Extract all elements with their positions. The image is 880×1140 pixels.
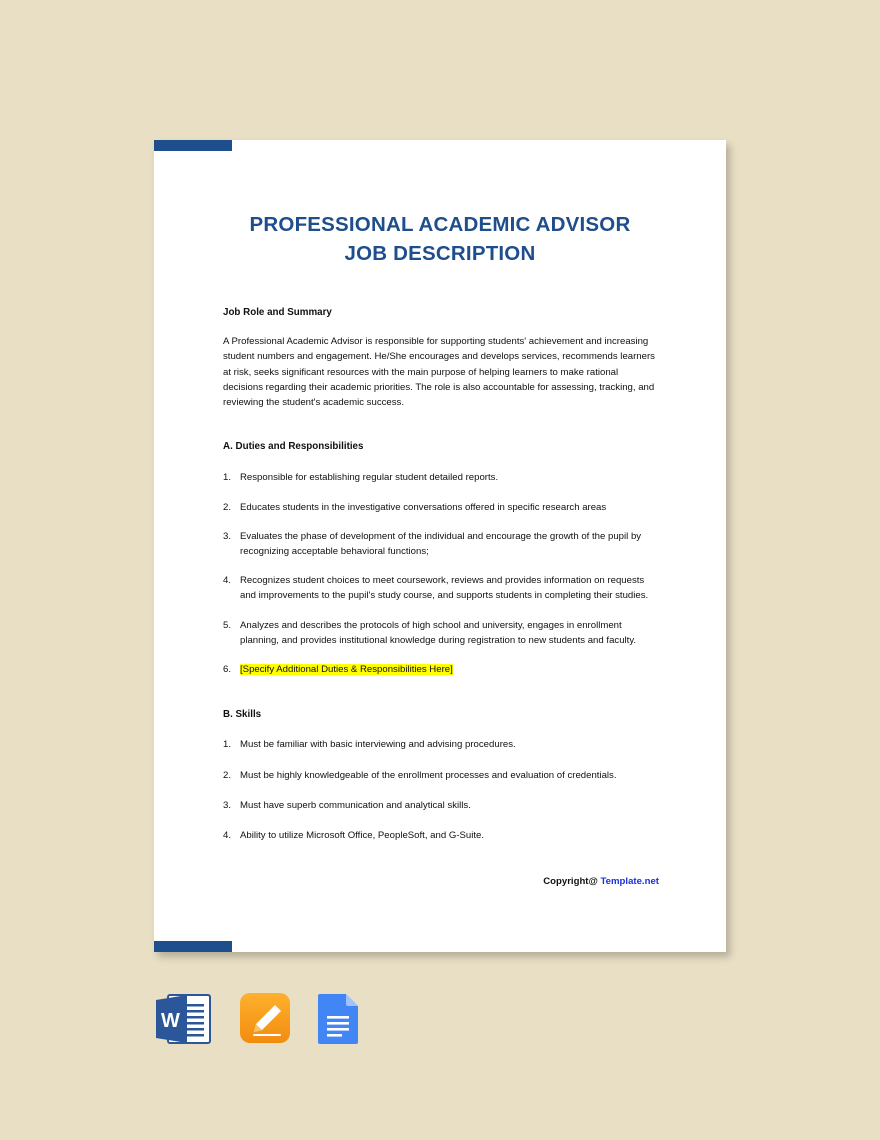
item-text: Evaluates the phase of development of the individual and encourage the growth of the pupil by recognizing acceptable behavioral functions; [240, 530, 642, 558]
item-number: 2. [223, 501, 232, 513]
item-number: 1. [223, 739, 232, 751]
item-number: 2. [223, 769, 232, 781]
document-body [223, 305, 659, 889]
item-number: 3. [223, 530, 232, 542]
list-item [223, 618, 659, 648]
template-net-link[interactable]: Template.net [600, 876, 659, 888]
word-icon[interactable] [154, 992, 212, 1046]
list-item [223, 470, 659, 485]
item-text: Analyzes and describes the protocols of high school and university, engages in enrollment planning, and provides institutional knowledge during registration to new students and faculty. [240, 619, 637, 646]
list-item [223, 500, 659, 515]
item-text: Responsible for establishing regular student detailed reports. [240, 472, 499, 484]
item-number: 3. [223, 799, 232, 811]
google-docs-icon[interactable] [316, 992, 360, 1046]
list-item [223, 529, 659, 559]
item-text: Must have superb communication and analytical skills. [240, 799, 471, 811]
skills-heading: B. Skills [223, 709, 262, 721]
word-icon-letter: W [161, 1010, 180, 1032]
duties-list [223, 470, 659, 677]
list-item [223, 798, 659, 813]
item-number: 4. [223, 830, 232, 842]
item-number: 1. [223, 472, 232, 484]
item-number: 4. [223, 575, 232, 587]
bottom-accent-bar [154, 941, 232, 952]
pages-icon[interactable] [239, 992, 291, 1046]
copyright-line [223, 874, 659, 889]
list-item [223, 768, 659, 783]
item-text: Must be familiar with basic interviewing and advising procedures. [240, 739, 516, 751]
list-item [223, 573, 659, 603]
item-text: Recognizes student choices to meet coursework, reviews and provides information on requests and improvements to the pupil's study course, and supports students in completing their studies. [240, 575, 649, 602]
list-item [223, 828, 659, 843]
summary-heading: Job Role and Summary [223, 307, 332, 318]
list-item-placeholder [223, 662, 659, 677]
duties-heading: A. Duties and Responsibilities [223, 441, 364, 453]
title-line-2: JOB DESCRIPTION [344, 242, 536, 265]
item-text: Ability to utilize Microsoft Office, PeopleSoft, and G-Suite. [240, 830, 485, 842]
top-accent-bar [154, 140, 232, 151]
highlighted-placeholder-text: [Specify Additional Duties & Responsibilities Here] [240, 664, 453, 676]
document-page [154, 140, 726, 952]
item-number: 5. [223, 619, 232, 631]
document-title [154, 210, 726, 268]
copyright-label: Copyright@ [543, 876, 601, 888]
list-item [223, 737, 659, 752]
skills-list [223, 737, 659, 843]
summary-paragraph: A Professional Academic Advisor is responsible for supporting students' achievement and increasing student numbers and engagement. He/She encourages and develops services, recommends learners at risk, seeks significant resources with the main purpose of helping learners to make rational decisions regarding their academic priorities. The role is also accountable for assessing, tracking, and reviewing the student's academic success. [223, 336, 655, 409]
item-text: Educates students in the investigative conversations offered in specific research areas [240, 501, 607, 513]
item-number: 6. [223, 664, 232, 676]
title-line-1: PROFESSIONAL ACADEMIC ADVISOR [249, 213, 631, 236]
item-text: Must be highly knowledgeable of the enrollment processes and evaluation of credentials. [240, 769, 617, 781]
